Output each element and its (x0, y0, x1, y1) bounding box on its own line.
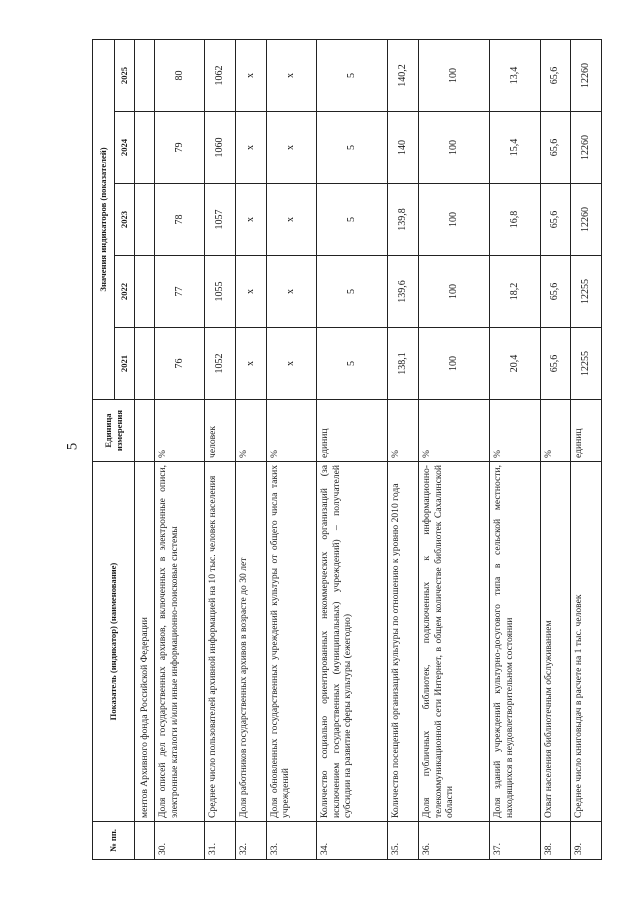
value-cell: 78 (155, 184, 205, 256)
value-cell: 65,6 (540, 39, 571, 111)
value-cell: 5 (317, 112, 388, 184)
value-cell: 76 (155, 328, 205, 400)
value-cell: 1062 (205, 39, 236, 111)
header-name: Показатель (индикатор) (наименование) (93, 462, 135, 822)
value-cell: 20,4 (490, 328, 540, 400)
indicator-name: Среднее число книговыдач в расчете на 1 тыс. человек (571, 462, 602, 822)
row-number: 38. (540, 822, 571, 860)
table-row (205, 39, 236, 859)
value-cell: 5 (317, 256, 388, 328)
indicator-name: Количество социально ориентированных некоммерческих организаций (за исключением государственных (муниципальных) учреждений) – получателей субсидии на развитие сферы культуры (ежегодно) (317, 462, 388, 822)
value-cell: 65,6 (540, 112, 571, 184)
header-values-group: Значения индикаторов (показателей) (93, 39, 115, 399)
row-number: 31. (205, 822, 236, 860)
value-cell: 5 (317, 328, 388, 400)
unit-cell: % (419, 400, 490, 462)
unit-cell: единиц (317, 400, 388, 462)
row-number: 32. (236, 822, 267, 860)
row-number: 33. (266, 822, 316, 860)
value-cell: 80 (155, 39, 205, 111)
table-row (266, 39, 316, 859)
header-year: 2025 (115, 39, 135, 111)
value-cell: 5 (317, 184, 388, 256)
row-number: 30. (155, 822, 205, 860)
value-cell: 100 (419, 184, 490, 256)
indicator-name: Доля обновленных государственных учреждений культуры от общего числа таких учреждений (266, 462, 316, 822)
table-row (419, 39, 490, 859)
table-row (540, 39, 571, 859)
value-cell: 140,2 (388, 39, 419, 111)
value-cell: 1052 (205, 328, 236, 400)
cell-empty (135, 184, 155, 256)
value-cell: 65,6 (540, 256, 571, 328)
value-cell: x (266, 256, 316, 328)
value-cell: 100 (419, 39, 490, 111)
table-row (317, 39, 388, 859)
indicator-name: Доля публичных библиотек, подключенных к информационно-телекоммуникационной сети Интернет, в общем количестве библиотек Сахалинской области (419, 462, 490, 822)
cell-empty (135, 256, 155, 328)
value-cell: 5 (317, 39, 388, 111)
value-cell: 139,6 (388, 256, 419, 328)
value-cell: x (236, 39, 267, 111)
value-cell: 1057 (205, 184, 236, 256)
cell-empty (135, 400, 155, 462)
continuation-row (135, 39, 155, 859)
indicator-name: Среднее число пользователей архивной информацией на 10 тыс. человек населения (205, 462, 236, 822)
unit-cell: единиц (571, 400, 602, 462)
continuation-text: ментов Архивного фонда Российской Федерации (135, 462, 155, 822)
page-number: 5 (64, 442, 81, 451)
header-year: 2024 (115, 112, 135, 184)
value-cell: x (236, 184, 267, 256)
indicator-name: Охват населения библиотечным обслуживанием (540, 462, 571, 822)
value-cell: x (236, 256, 267, 328)
value-cell: 1055 (205, 256, 236, 328)
unit-cell: % (540, 400, 571, 462)
cell-empty (135, 39, 155, 111)
value-cell: 138,1 (388, 328, 419, 400)
row-number: 37. (490, 822, 540, 860)
value-cell: x (266, 328, 316, 400)
value-cell: 12255 (571, 328, 602, 400)
header-num: № пп. (93, 822, 135, 860)
value-cell: 15,4 (490, 112, 540, 184)
row-number: 34. (317, 822, 388, 860)
indicators-table (92, 39, 602, 860)
unit-cell: % (266, 400, 316, 462)
value-cell: 16,8 (490, 184, 540, 256)
value-cell: 12255 (571, 256, 602, 328)
value-cell: 139,8 (388, 184, 419, 256)
row-number: 39. (571, 822, 602, 860)
table-row (571, 39, 602, 859)
value-cell: 100 (419, 112, 490, 184)
value-cell: x (236, 112, 267, 184)
cell-empty (135, 822, 155, 860)
value-cell: 100 (419, 256, 490, 328)
table-row (236, 39, 267, 859)
value-cell: x (236, 328, 267, 400)
value-cell: 18,2 (490, 256, 540, 328)
value-cell: 65,6 (540, 328, 571, 400)
header-unit: Единица измерения (93, 400, 135, 462)
indicator-name: Доля описей дел государственных архивов, включенных в электронные описи, электронные каталоги и/или иные информационно-поисковые системы (155, 462, 205, 822)
value-cell: 13,4 (490, 39, 540, 111)
unit-cell: % (155, 400, 205, 462)
table-row (490, 39, 540, 859)
value-cell: 65,6 (540, 184, 571, 256)
value-cell: x (266, 184, 316, 256)
value-cell: x (266, 112, 316, 184)
unit-cell: % (236, 400, 267, 462)
row-number: 35. (388, 822, 419, 860)
indicator-name: Количество посещений организаций культуры по отношению к уровню 2010 года (388, 462, 419, 822)
value-cell: 1060 (205, 112, 236, 184)
value-cell: 12260 (571, 112, 602, 184)
value-cell: 140 (388, 112, 419, 184)
cell-empty (135, 112, 155, 184)
header-year: 2023 (115, 184, 135, 256)
header-year: 2021 (115, 328, 135, 400)
value-cell: 12260 (571, 39, 602, 111)
indicator-name: Доля зданий учреждений культурно-досугового типа в сельской местности, находящихся в неудовлетворительном состоянии (490, 462, 540, 822)
table-row (155, 39, 205, 859)
unit-cell: человек (205, 400, 236, 462)
row-number: 36. (419, 822, 490, 860)
value-cell: 100 (419, 328, 490, 400)
unit-cell: % (490, 400, 540, 462)
header-year: 2022 (115, 256, 135, 328)
unit-cell: % (388, 400, 419, 462)
value-cell: 79 (155, 112, 205, 184)
indicator-name: Доля работников государственных архивов в возрасте до 30 лет (236, 462, 267, 822)
rotated-table-container (92, 40, 602, 860)
value-cell: 12260 (571, 184, 602, 256)
cell-empty (135, 328, 155, 400)
value-cell: 77 (155, 256, 205, 328)
table-row (388, 39, 419, 859)
value-cell: x (266, 39, 316, 111)
